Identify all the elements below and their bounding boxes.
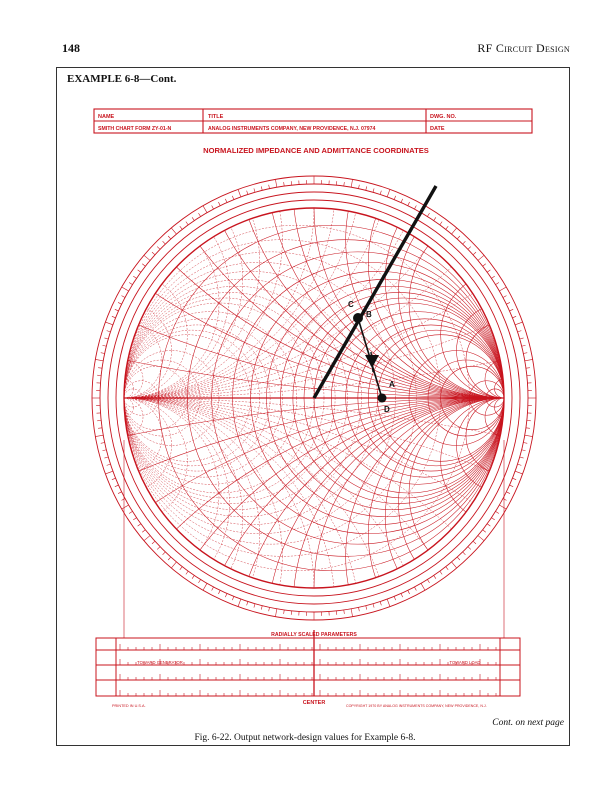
ring-tick [212, 587, 214, 591]
reactance-arc [314, 18, 610, 398]
ring-tick [163, 552, 166, 555]
ring-tick [434, 575, 436, 578]
ring-tick [118, 302, 122, 304]
ring-tick [101, 442, 105, 443]
ring-tick [478, 536, 484, 541]
ring-tick [526, 428, 530, 429]
ring-tick [457, 557, 460, 560]
reactance-arc [441, 271, 568, 398]
ring-tick [180, 226, 182, 229]
point-a-label: A [389, 380, 395, 389]
ring-tick [525, 359, 533, 360]
ring-tick [483, 264, 486, 266]
ring-tick [203, 206, 207, 213]
susceptance-arc [61, 271, 188, 398]
toward-generator-label: TOWARD GENERATOR [137, 660, 183, 665]
ring-tick [101, 353, 105, 354]
ring-tick [269, 607, 270, 611]
ring-tick [520, 457, 524, 458]
ring-tick [483, 530, 486, 532]
reactance-arc [346, 398, 610, 715]
ring-tick [468, 547, 471, 550]
ring-tick [380, 602, 381, 606]
center-label: CENTER [302, 700, 326, 706]
ring-tick [503, 296, 507, 298]
title-label: TITLE [208, 114, 224, 120]
ring-tick [203, 583, 207, 590]
ring-tick [180, 567, 182, 570]
ring-tick [344, 610, 345, 614]
ring-tick [218, 202, 220, 206]
ring-tick [506, 302, 510, 304]
reactance-arc [267, 0, 610, 398]
ring-tick [142, 530, 145, 532]
susceptance-arc [0, 0, 335, 398]
ring-tick [463, 241, 466, 244]
page-number: 148 [62, 41, 80, 55]
ring-tick [503, 498, 507, 500]
company-label: ANALOG INSTRUMENTS COMPANY, NEW PROVIDENCE, N.J. 07974 [208, 126, 376, 132]
ring-tick [269, 185, 270, 189]
reactance-arc [187, 0, 610, 398]
ring-tick [247, 191, 248, 195]
ring-tick [440, 222, 442, 225]
ring-tick [168, 236, 171, 239]
susceptance-arc [0, 0, 395, 398]
ring-tick [107, 464, 111, 465]
susceptance-arc [0, 0, 362, 398]
ring-tick [473, 541, 476, 544]
ring-tick [366, 606, 367, 610]
toward-load-label: TOWARD LOAD [449, 660, 481, 665]
ring-tick [152, 541, 155, 544]
ring-tick [122, 498, 126, 500]
ring-tick [495, 282, 498, 284]
ring-tick [478, 255, 484, 260]
ring-tick [218, 590, 220, 594]
ring-tick [414, 587, 416, 591]
ring-tick [138, 524, 141, 526]
ring-tick [261, 186, 262, 190]
reactance-arc [0, 0, 610, 398]
ring-tick [523, 353, 527, 354]
ring-tick [408, 202, 410, 206]
ring-tick [144, 255, 150, 260]
ring-tick [358, 607, 359, 611]
ring-tick [142, 264, 145, 266]
ring-tick [468, 247, 471, 250]
ring-tick [457, 236, 460, 239]
ring-tick [232, 196, 233, 200]
reactance-arc [0, 0, 610, 398]
ring-tick [515, 322, 523, 325]
ring-tick [495, 511, 498, 513]
point-c-label: C [348, 300, 354, 309]
ring-tick [254, 188, 255, 192]
ring-tick [518, 464, 522, 465]
ring-tick [344, 182, 345, 186]
point-a-marker [378, 394, 387, 403]
ring-tick [446, 567, 448, 570]
ring-tick [394, 196, 395, 200]
ring-tick [499, 505, 506, 509]
arrowhead [365, 355, 379, 368]
ring-tick [138, 270, 141, 272]
copyright-label: COPYRIGHT 1970 BY ANALOG INSTRUMENTS COMPANY, NEW PROVIDENCE, N.J. [346, 704, 487, 708]
running-head: RF Circuit Design [477, 41, 570, 55]
example-heading: EXAMPLE 6-8—Cont. [67, 73, 177, 85]
ring-tick [192, 217, 194, 220]
ring-tick [373, 188, 374, 192]
radial-scale-ticks [120, 440, 504, 696]
ring-tick [275, 179, 276, 187]
ring-tick [112, 316, 116, 317]
ring-tick [122, 505, 129, 509]
ring-tick [509, 309, 513, 311]
ring-tick [238, 189, 241, 197]
ring-tick [105, 322, 113, 325]
ring-tick [95, 435, 103, 436]
susceptance-arc [0, 0, 610, 398]
form-label: SMITH CHART FORM ZY-01-N [98, 126, 172, 132]
ring-tick [198, 213, 200, 216]
ring-tick [163, 241, 166, 244]
ring-tick [401, 593, 403, 597]
ring-tick [506, 492, 510, 494]
ring-tick [434, 217, 436, 220]
ring-tick [152, 252, 155, 255]
ring-tick [122, 287, 129, 291]
ring-tick [394, 596, 395, 600]
figure-caption: Fig. 6-22. Output network-design values for Example 6-8. [194, 733, 416, 743]
ring-tick [473, 252, 476, 255]
ring-tick [168, 557, 171, 560]
ring-tick [522, 345, 526, 346]
ring-tick [526, 368, 530, 369]
ring-tick [463, 552, 466, 555]
ring-tick [284, 182, 285, 186]
ring-tick [523, 442, 527, 443]
dwg-label: DWG. NO. [430, 114, 457, 120]
ring-tick [380, 191, 381, 195]
ring-tick [491, 276, 494, 278]
ring-tick [358, 185, 359, 189]
reactance-arc [314, 398, 610, 778]
continued-note: Cont. on next page [492, 718, 564, 728]
name-label: NAME [98, 114, 115, 120]
ring-tick [487, 270, 490, 272]
ring-tick [171, 228, 176, 234]
ring-tick [421, 583, 425, 590]
ring-tick [261, 606, 262, 610]
ring-tick [373, 604, 374, 608]
reactance-arc [293, 0, 610, 398]
ring-tick [275, 609, 276, 617]
ring-tick [366, 186, 367, 190]
ring-tick [408, 590, 410, 594]
ring-tick [284, 610, 285, 614]
ring-tick [171, 562, 176, 568]
susceptance-arc [0, 398, 260, 669]
ring-tick [98, 368, 102, 369]
ring-tick [247, 602, 248, 606]
susceptance-arc [0, 0, 610, 398]
ring-tick [102, 450, 106, 451]
susceptance-arc [0, 398, 282, 715]
ring-tick [157, 247, 160, 250]
ring-tick [104, 338, 108, 339]
radial-title: RADIALLY SCALED PARAMETERS [271, 632, 357, 638]
ring-tick [112, 478, 116, 479]
ring-tick [98, 428, 102, 429]
ring-tick [122, 296, 126, 298]
ring-tick [452, 228, 457, 234]
ring-tick [129, 511, 132, 513]
reactance-arc [0, 0, 610, 398]
ring-tick [401, 199, 403, 203]
ring-tick [387, 599, 390, 607]
ring-tick [144, 536, 150, 541]
printed-in-label: PRINTED IN U.S.A. [112, 704, 146, 708]
ring-tick [186, 571, 188, 574]
ring-tick [351, 179, 352, 187]
susceptance-arc [29, 208, 219, 398]
point-b-label: B [366, 310, 372, 319]
ring-tick [192, 575, 194, 578]
ring-tick [133, 518, 136, 520]
point-d-label: D [384, 405, 390, 414]
ring-tick [129, 282, 132, 284]
chart-title: NORMALIZED IMPEDANCE AND ADMITTANCE COORDINATES [203, 146, 429, 155]
ring-tick [198, 579, 200, 582]
ring-tick [351, 609, 352, 617]
ring-tick [254, 604, 255, 608]
ring-tick [225, 593, 227, 597]
date-label: DATE [430, 126, 445, 132]
reactance-arc [233, 0, 610, 398]
ring-tick [491, 518, 494, 520]
ring-tick [522, 450, 526, 451]
ring-tick [115, 309, 119, 311]
ring-tick [518, 331, 522, 332]
ring-tick [487, 524, 490, 526]
reactance-arc [409, 208, 599, 398]
ring-tick [520, 338, 524, 339]
ring-tick [452, 562, 457, 568]
ring-tick [157, 547, 160, 550]
ring-tick [446, 226, 448, 229]
ring-tick [440, 571, 442, 574]
ring-tick [232, 596, 233, 600]
ring-tick [525, 435, 533, 436]
susceptance-arc [0, 398, 314, 778]
ring-tick [387, 189, 390, 197]
ring-tick [95, 359, 103, 360]
ring-tick [133, 276, 136, 278]
ring-tick [107, 331, 111, 332]
ring-tick [186, 222, 188, 225]
ring-tick [509, 485, 513, 487]
ring-tick [512, 478, 516, 479]
ring-tick [427, 579, 429, 582]
ring-tick [499, 287, 506, 291]
susceptance-arc [0, 0, 441, 398]
ring-tick [104, 457, 108, 458]
ring-tick [515, 471, 523, 474]
ring-tick [212, 206, 214, 210]
ring-tick [512, 316, 516, 317]
ring-tick [102, 345, 106, 346]
ring-tick [118, 492, 122, 494]
ring-tick [105, 471, 113, 474]
ring-tick [115, 485, 119, 487]
ring-tick [225, 199, 227, 203]
ring-tick [238, 599, 241, 607]
point-b-marker [353, 313, 363, 323]
susceptance-arc [0, 0, 610, 398]
reactance-arc [346, 81, 610, 398]
ring-tick [414, 206, 416, 210]
ring-tick [427, 213, 429, 216]
